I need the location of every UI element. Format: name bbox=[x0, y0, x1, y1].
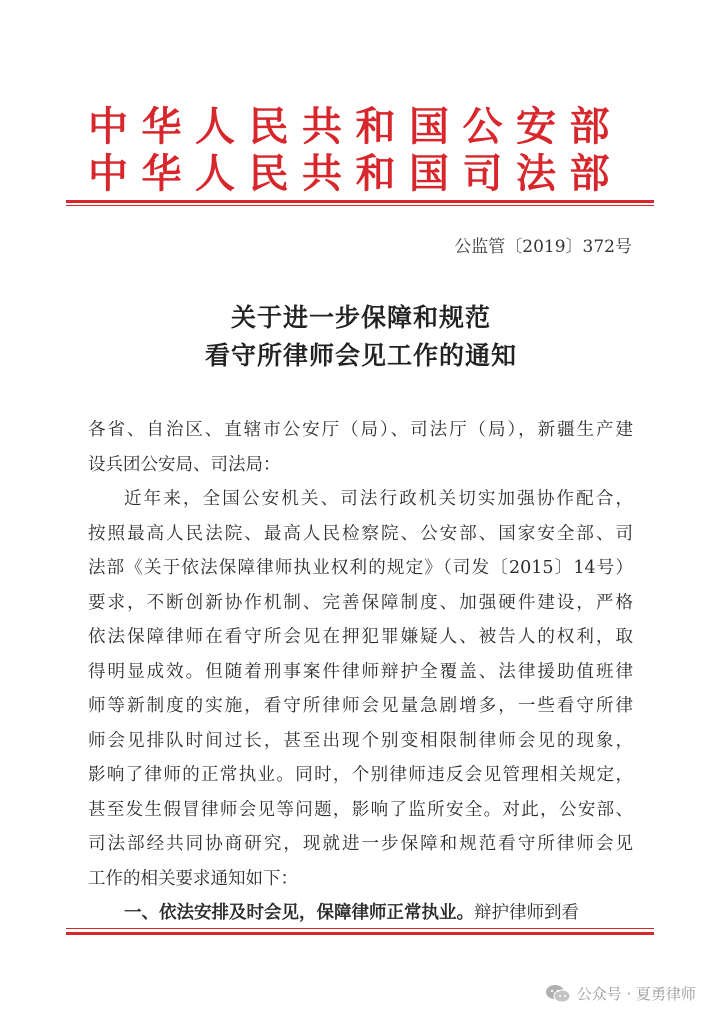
section-1-heading: 一、依法安排及时会见，保障律师正常执业。 bbox=[124, 903, 474, 923]
footer-divider-thick bbox=[66, 932, 654, 935]
watermark-text: 公众号 · 夏勇律师 bbox=[576, 985, 696, 1003]
paragraph-line: 工作的相关要求通知如下： bbox=[88, 868, 298, 889]
document-body bbox=[88, 413, 633, 931]
paragraph-line: 甚至发生假冒律师会见等问题，影响了监所安全。对此，公安部、 bbox=[88, 799, 633, 820]
paragraph-line: 影响了律师的正常执业。同时，个别律师违反会见管理相关规定， bbox=[88, 765, 633, 785]
salutation-line-2: 设兵团公安局、司法局： bbox=[88, 454, 281, 475]
footer-divider-thin bbox=[66, 928, 654, 929]
paragraph-line: 法部《关于依法保障律师执业权利的规定》（司发〔2015〕14号） bbox=[88, 558, 633, 578]
document-title-line-2: 看守所律师会见工作的通知 bbox=[204, 341, 517, 370]
paragraph-line: 依法保障律师在看守所会见在押犯罪嫌疑人、被告人的权利，取 bbox=[88, 627, 633, 647]
wechat-icon bbox=[545, 984, 571, 1004]
issuer-ministry-justice: 中华人民共和国司法部 bbox=[88, 150, 623, 197]
paragraph-line: 师等新制度的实施，看守所律师会见量急剧增多，一些看守所律 bbox=[88, 696, 633, 716]
section-1-text: 辩护律师到看 bbox=[474, 903, 579, 923]
section-1-line bbox=[88, 896, 633, 931]
paragraph-line: 近年来，全国公安机关、司法行政机关切实加强协作配合， bbox=[124, 489, 633, 509]
paragraph-line: 要求，不断创新协作机制、完善保障制度、加强硬件建设，严格 bbox=[88, 592, 633, 613]
watermark bbox=[545, 983, 696, 1004]
header-divider-thin bbox=[66, 205, 654, 206]
issuer-ministry-public-security: 中华人民共和国公安部 bbox=[88, 103, 623, 150]
paragraph-line: 按照最高人民法院、最高人民检察院、公安部、国家安全部、司 bbox=[88, 523, 633, 544]
document-title-line-1: 关于进一步保障和规范 bbox=[230, 303, 491, 332]
salutation-line-1: 各省、自治区、直辖市公安厅（局）、司法厅（局），新疆生产建 bbox=[88, 420, 633, 440]
paragraph-line: 司法部经共同协商研究，现就进一步保障和规范看守所律师会见 bbox=[88, 834, 633, 854]
paragraph-line: 师会见排队时间过长，甚至出现个别变相限制律师会见的现象， bbox=[88, 730, 633, 751]
header-divider-thick bbox=[66, 200, 654, 203]
paragraph-line: 得明显成效。但随着刑事案件律师辩护全覆盖、法律援助值班律 bbox=[88, 661, 633, 682]
document-number: 公监管〔2019〕372号 bbox=[454, 237, 632, 257]
